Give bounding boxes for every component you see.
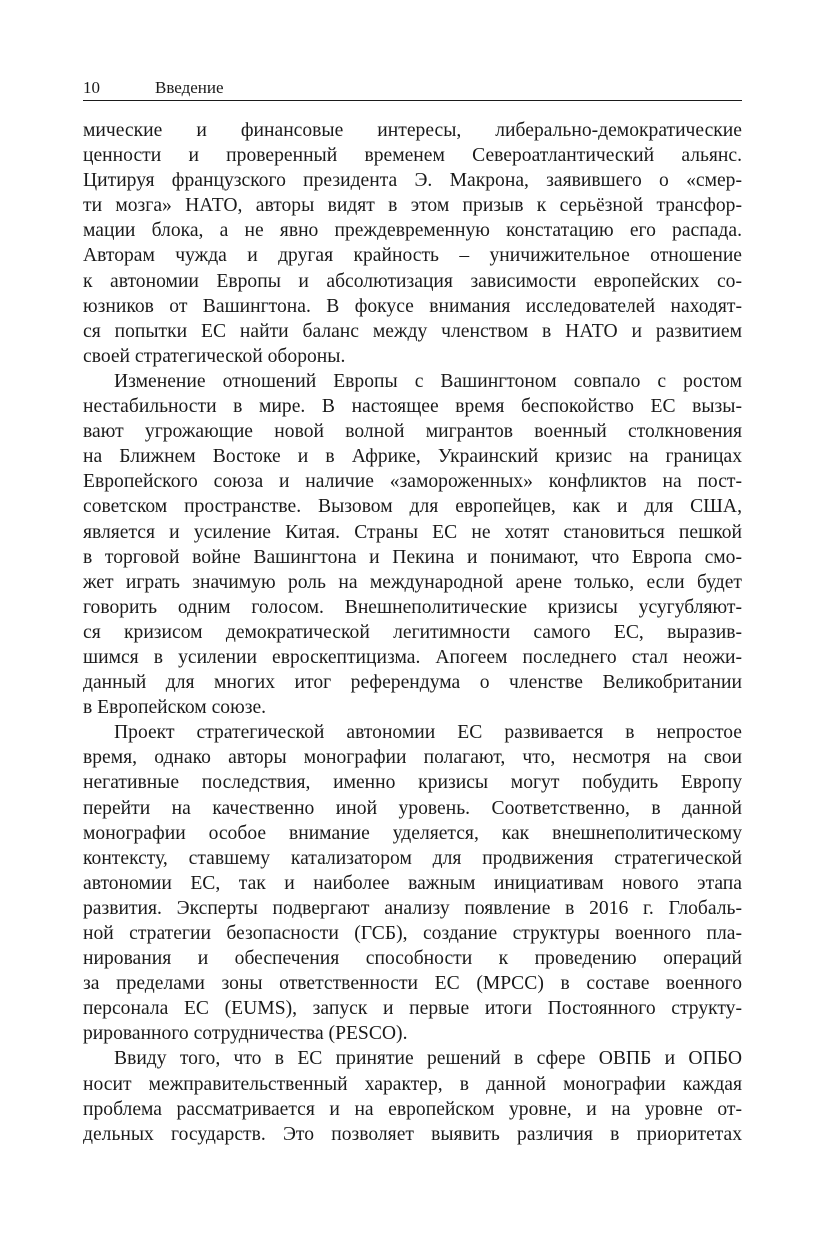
section-title: Введение	[155, 78, 224, 97]
text-line: носит межправительственный характер, в данной монографии каждая	[83, 1073, 742, 1095]
text-line: на Ближнем Востоке и в Африке, Украинский кризис на границах	[83, 446, 742, 468]
text-line: является и усиление Китая. Страны ЕС не хотят становиться пешкой	[83, 521, 742, 543]
text-line: дельных государств. Это позволяет выявить различия в приоритетах	[83, 1123, 742, 1145]
text-line: Цитируя французского президента Э. Макрона, заявившего о «смер-	[83, 170, 742, 192]
text-line: негативные последствия, именно кризисы могут побудить Европу	[83, 772, 742, 794]
text-line: за пределами зоны ответственности ЕС (MPCC) в составе военного	[83, 973, 742, 995]
text-line: ной стратегии безопасности (ГСБ), создание структуры военного пла-	[83, 923, 742, 944]
text-line: Проект стратегической автономии ЕС развивается в непростое	[114, 722, 742, 744]
text-line: в торговой войне Вашингтона и Пекина и понимают, что Европа смо-	[83, 546, 742, 568]
text-line: автономии ЕС, так и наиболее важным инициативам нового этапа	[83, 872, 742, 894]
text-line: ся попытки ЕС найти баланс между членством в НАТО и развитием	[83, 320, 742, 342]
page-number: 10	[83, 78, 100, 97]
text-line: говорить одним голосом. Внешнеполитические кризисы усугубляют-	[83, 596, 742, 618]
body-text	[83, 118, 742, 1147]
text-line: мические и финансовые интересы, либерально-демократические	[83, 120, 742, 141]
text-line: развития. Эксперты подвергают анализу появление в 2016 г. Глобаль-	[83, 897, 742, 919]
text-line: персонала ЕС (EUMS), запуск и первые итоги Постоянного структу-	[83, 998, 742, 1020]
text-line: нестабильности в мире. В настоящее время беспокойство ЕС вызы-	[83, 396, 742, 418]
text-line: перейти на качественно иной уровень. Соответственно, в данной	[83, 797, 742, 819]
running-header	[83, 78, 742, 101]
text-line: время, однако авторы монографии полагают, что, несмотря на свои	[83, 747, 742, 769]
text-line: ся кризисом демократической легитимности самого ЕС, выразив-	[83, 621, 742, 643]
text-line: проблема рассматривается и на европейском уровне, и на уровне от-	[83, 1098, 742, 1120]
text-line: данный для многих итог референдума о членстве Великобритании	[83, 672, 742, 694]
text-line: Ввиду того, что в ЕС принятие решений в сфере ОВПБ и ОПБО	[114, 1048, 742, 1070]
text-line: юзников от Вашингтона. В фокусе внимания исследователей находят-	[83, 295, 742, 317]
text-line: своей стратегической обороны.	[83, 345, 346, 367]
text-line: в Европейском союзе.	[83, 697, 267, 719]
text-line: контексту, ставшему катализатором для продвижения стратегической	[83, 847, 742, 869]
text-line: мации блока, а не явно преждевременную констатацию его распада.	[83, 220, 742, 242]
text-line: ти мозга» НАТО, авторы видят в этом призыв к серьёзной трансфор-	[83, 195, 742, 217]
text-line: ценности и проверенный временем Североатлантический альянс.	[83, 145, 742, 167]
text-line: к автономии Европы и абсолютизация зависимости европейских со-	[83, 270, 742, 292]
text-line: жет играть значимую роль на международной арене только, если будет	[83, 571, 742, 593]
text-line: вают угрожающие новой волной мигрантов военный столкновения	[83, 421, 742, 443]
text-line: советском пространстве. Вызовом для европейцев, как и для США,	[83, 496, 742, 518]
text-line: нирования и обеспечения способности к проведению операций	[83, 948, 742, 970]
text-line: Изменение отношений Европы с Вашингтоном совпало с ростом	[114, 370, 742, 392]
text-line: шимся в усилении евроскептицизма. Апогеем последнего стал неожи-	[83, 646, 742, 668]
text-line: Авторам чужда и другая крайность – уничижительное отношение	[83, 245, 742, 267]
text-line: монографии особое внимание уделяется, как внешнеполитическому	[83, 822, 742, 844]
text-line: Европейского союза и наличие «замороженных» конфликтов на пост-	[83, 471, 742, 493]
text-line: рированного сотрудничества (PESCO).	[83, 1023, 408, 1045]
